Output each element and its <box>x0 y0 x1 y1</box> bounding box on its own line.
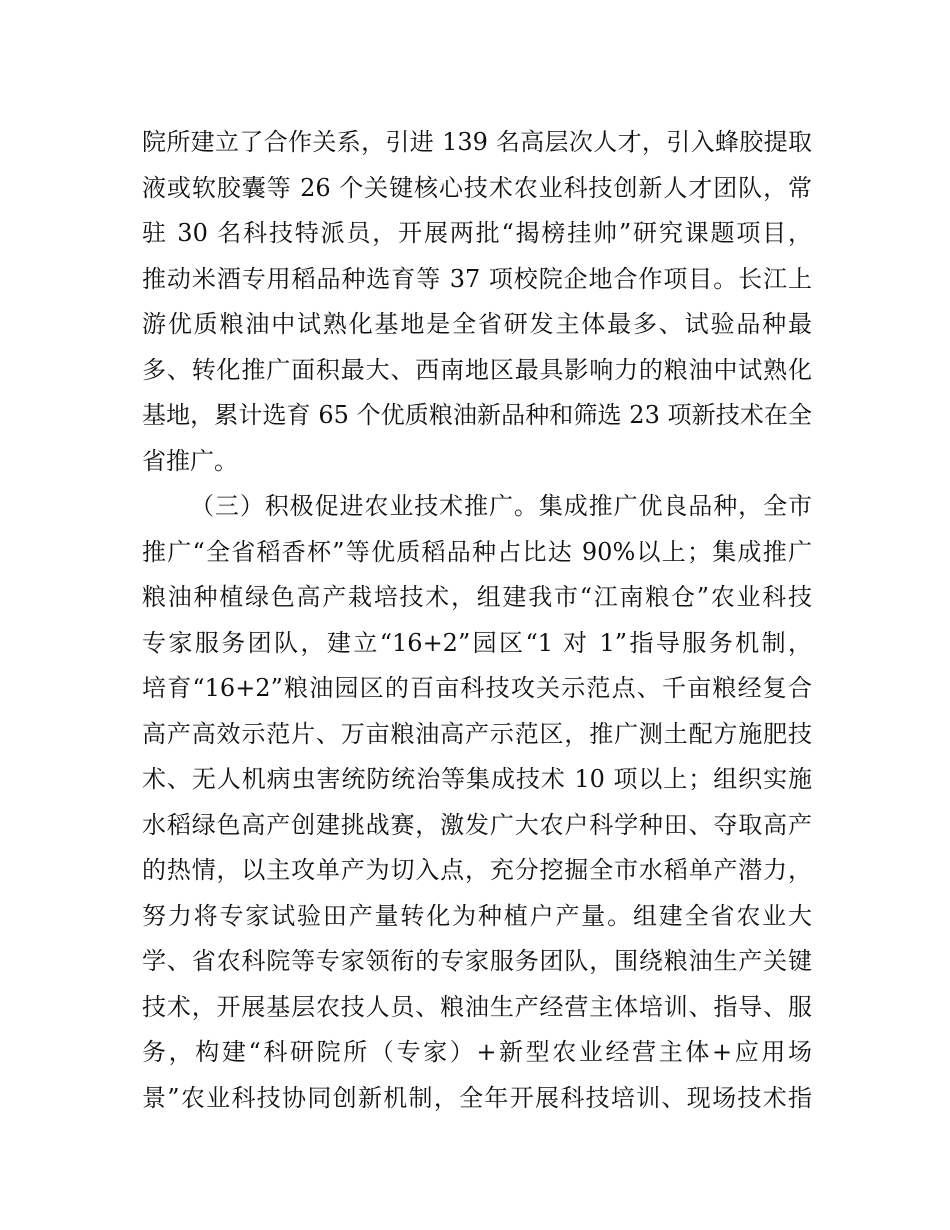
text-line: 专家服务团队，建立“16+2”园区“1 对 1”指导服务机制， <box>142 628 812 657</box>
text-line: 驻 30 名科技特派员，开展两批“揭榜挂帅”研究课题项目， <box>142 219 812 247</box>
text-line: 术、无人机病虫害统防统治等集成技术 10 项以上；组织实施 <box>142 765 812 793</box>
text-line: 粮油种植绿色高产栽培技术，组建我市“江南粮仓”农业科技 <box>142 583 812 611</box>
text-line: 推广“全省稻香杯”等优质稻品种占比达 90%以上；集成推广 <box>142 537 812 566</box>
paragraph-1 <box>142 120 812 484</box>
text-line: 液或软胶囊等 26 个关键核心技术农业科技创新人才团队，常 <box>142 173 812 202</box>
text-line: 培育“16+2”粮油园区的百亩科技攻关示范点、千亩粮经复合 <box>142 674 812 702</box>
text-line-indented: （三）积极促进农业技术推广。集成推广优良品种，全市 <box>190 492 812 520</box>
text-line: 努力将专家试验田产量转化为种植户产量。组建全省农业大 <box>142 901 812 930</box>
text-line: 水稻绿色高产创建挑战赛，激发广大农户科学种田、夺取高产 <box>142 810 812 839</box>
text-line: 基地，累计选育 65 个优质粮油新品种和筛选 23 项新技术在全 <box>142 401 812 429</box>
text-line: 多、转化推广面积最大、西南地区最具影响力的粮油中试熟化 <box>142 355 812 384</box>
text-line: 省推广。 <box>142 446 238 475</box>
text-line: 的热情，以主攻单产为切入点，充分挖掘全市水稻单产潜力， <box>142 856 812 884</box>
document-body <box>142 120 812 1121</box>
text-line: 景”农业科技协同创新机制，全年开展科技培训、现场技术指 <box>142 1083 812 1112</box>
text-line: 学、省农科院等专家领衔的专家服务团队，围绕粮油生产关键 <box>142 947 812 975</box>
text-line: 游优质粮油中试熟化基地是全省研发主体最多、试验品种最 <box>142 310 812 338</box>
text-line: 高产高效示范片、万亩粮油高产示范区，推广测土配方施肥技 <box>142 719 812 748</box>
text-line: 推动米酒专用稻品种选育等 37 项校院企地合作项目。长江上 <box>142 264 812 293</box>
text-line: 务，构建“科研院所（专家）+新型农业经营主体+应用场 <box>142 1038 812 1066</box>
paragraph-2 <box>142 484 812 1121</box>
text-line: 院所建立了合作关系，引进 139 名高层次人才，引入蜂胶提取 <box>142 128 812 156</box>
text-line: 技术，开展基层农技人员、粮油生产经营主体培训、指导、服 <box>142 992 812 1021</box>
